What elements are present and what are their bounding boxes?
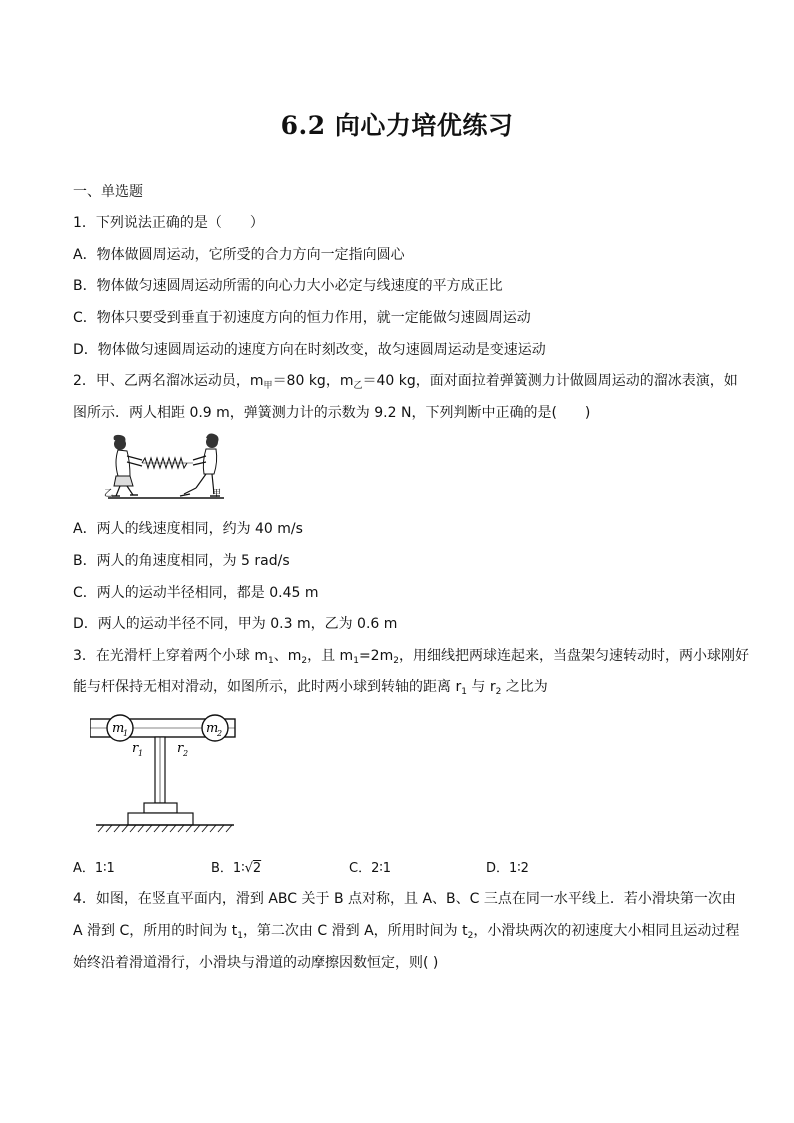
q1-stem: 1．下列说法正确的是（ ） (73, 215, 264, 231)
q2-option-b: B．两人的角速度相同，为 5 rad/s (73, 553, 290, 569)
q4-stem-line3: 始终沿着滑道滑行，小滑块与滑道的动摩擦因数恒定，则( ) (73, 955, 439, 971)
q1-option-d: D．物体做匀速圆周运动的速度方向在时刻改变，故匀速圆周运动是变速运动 (73, 342, 546, 358)
page-title: 6.2 向心力培优练习 (280, 111, 514, 140)
skaters-figure (100, 432, 230, 504)
skater-label-jia: 甲 (212, 489, 222, 499)
q3-option-a: A．1∶1 (73, 861, 115, 876)
radius-label-r2: r (177, 741, 184, 756)
skater-label-yi: 乙 (104, 489, 114, 499)
rod-balls-figure (90, 712, 240, 836)
q3-option-c: C．2∶1 (349, 861, 392, 876)
q4-stem-line2: A 滑到 C，所用的时间为 $t_1$，第二次由 C 滑到 A，所用时间为 $t_2$，小滑块两次的初速度大小相同且运动过程 (73, 923, 740, 941)
ball-label-m2-sub: 2 (217, 729, 223, 738)
sqrt-icon: √ (244, 861, 253, 876)
q3-option-d: D．1∶2 (486, 861, 529, 876)
q3-stem-line1: 3．在光滑杆上穿着两个小球 $m_1$、$m_2$，且 $m_1=2m_2$，用细线把两球连起来，当盘架匀速转动时，两小球刚好 (73, 648, 749, 666)
q3-options (73, 857, 733, 875)
q2-stem-line2: 图所示．两人相距 0.9 m，弹簧测力计的示数为 9.2 N，下列判断中正确的是( ) (73, 405, 591, 421)
radius-label-r1: r (132, 741, 139, 756)
q2-stem-line1: 2．甲、乙两名溜冰运动员，$m_甲=80$ kg，$m_乙=40$ kg，面对面拉着弹簧测力计做圆周运动的溜冰表演，如 (73, 373, 738, 391)
q2-option-c: C．两人的运动半径相同，都是 0.45 m (73, 585, 319, 601)
q4-stem-line1: 4．如图，在竖直平面内，滑到 ABC 关于 B 点对称，且 A、B、C 三点在同一水平线上．若小滑块第一次由 (73, 891, 736, 907)
q1-option-a: A．物体做圆周运动，它所受的合力方向一定指向圆心 (73, 247, 405, 263)
radius-label-r1-sub: 1 (138, 749, 144, 758)
q1-option-b: B．物体做匀速圆周运动所需的向心力大小必定与线速度的平方成正比 (73, 278, 503, 294)
ball-label-m2: m (206, 721, 219, 736)
q3-stem-line2: 能与杆保持无相对滑动，如图所示，此时两小球到转轴的距离 $r_1$ 与 $r_2$ 之比为 (73, 679, 548, 697)
radius-label-r2-sub: 2 (183, 749, 189, 758)
q1-option-c: C．物体只要受到垂直于初速度方向的恒力作用，就一定能做匀速圆周运动 (73, 310, 531, 326)
q2-option-a: A．两人的线速度相同，约为 40 m/s (73, 521, 303, 537)
ball-label-m1: m (112, 721, 125, 736)
q3-option-b: B．1∶√2 (211, 861, 262, 876)
ball-label-m1-sub: 1 (123, 729, 129, 738)
section-heading: 一、单选题 (73, 184, 143, 200)
q2-option-d: D．两人的运动半径不同，甲为 0.3 m，乙为 0.6 m (73, 616, 398, 632)
